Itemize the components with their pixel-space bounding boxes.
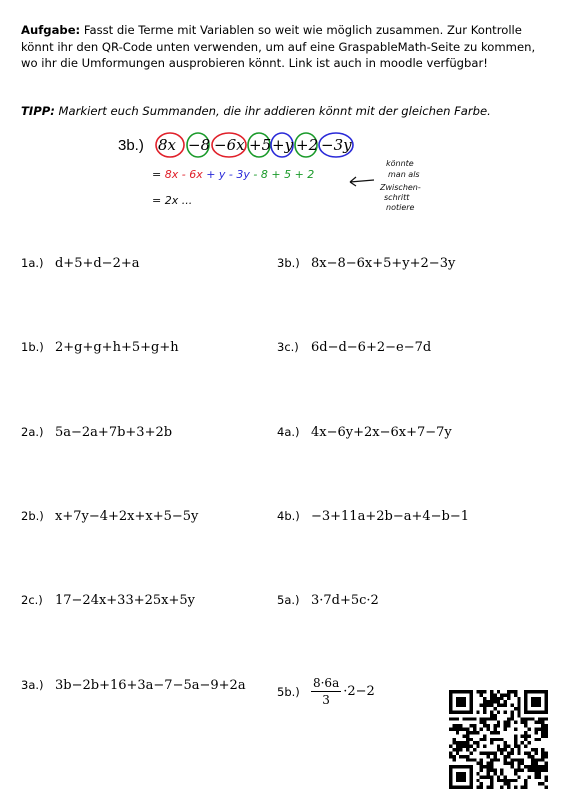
note-line-2: man als bbox=[388, 170, 420, 179]
task-1b bbox=[21, 339, 179, 355]
note-line-3: Zwischen- bbox=[380, 183, 421, 192]
term-plusy: +y bbox=[272, 136, 294, 154]
term-minus8: −8 bbox=[188, 136, 211, 154]
task-label: 5a.) bbox=[277, 593, 300, 607]
task-4a bbox=[277, 424, 452, 440]
task-expression: 3b−2b+16+3a−7−5a−9+2a bbox=[54, 678, 246, 693]
fraction-numerator: 8·6a bbox=[312, 676, 340, 690]
task-instructions bbox=[21, 22, 541, 72]
task-expression: 17−24x+33+25x+5y bbox=[54, 593, 196, 608]
task-expression: 8x−8−6x+5+y+2−3y bbox=[310, 256, 456, 271]
task-label: 3b.) bbox=[277, 256, 300, 270]
task-expression-rest: ·2−2 bbox=[343, 684, 375, 699]
term-8x: 8x bbox=[158, 136, 177, 154]
example-label: 3b.) bbox=[118, 137, 144, 154]
task-2a bbox=[21, 424, 172, 440]
term-minus3y: −3y bbox=[321, 136, 352, 154]
qr-code-icon[interactable] bbox=[449, 690, 548, 789]
fraction-denominator: 3 bbox=[322, 693, 330, 707]
task-expression: 3·7d+5c·2 bbox=[310, 593, 379, 608]
task-expression: x+7y−4+2x+x+5−5y bbox=[54, 509, 199, 524]
example-illustration bbox=[110, 128, 430, 220]
note-line-1: könnte bbox=[386, 159, 414, 168]
task-label: 4b.) bbox=[277, 509, 300, 523]
example-line2: = 2x ... bbox=[152, 194, 193, 207]
task-5a bbox=[277, 592, 379, 608]
task-label: 3c.) bbox=[277, 340, 299, 354]
task-expression: 4x−6y+2x−6x+7−7y bbox=[310, 425, 452, 440]
task-4b bbox=[277, 508, 469, 524]
tip-label: TIPP: bbox=[21, 104, 55, 118]
task-label: 3a.) bbox=[21, 678, 44, 692]
fraction bbox=[311, 676, 341, 707]
task-5b bbox=[277, 676, 375, 707]
task-2b bbox=[21, 508, 198, 524]
task-label: 1a.) bbox=[21, 256, 44, 270]
arrow-icon bbox=[350, 177, 374, 186]
term-plus5: +5 bbox=[249, 136, 272, 154]
task-3a bbox=[21, 677, 246, 693]
task-2c bbox=[21, 592, 195, 608]
term-minus6x: −6x bbox=[214, 136, 245, 154]
task-label: 2a.) bbox=[21, 425, 44, 439]
task-expression: 2+g+g+h+5+g+h bbox=[54, 340, 179, 355]
task-expression: 6d−d−6+2−e−7d bbox=[310, 340, 432, 355]
task-label: 4a.) bbox=[277, 425, 300, 439]
task-expression: −3+11a+2b−a+4−b−1 bbox=[310, 509, 470, 524]
example-line1: = 8x - 6x + y - 3y - 8 + 5 + 2 bbox=[152, 168, 315, 181]
task-1a bbox=[21, 255, 140, 271]
task-3b bbox=[277, 255, 455, 271]
task-label: Aufgabe: bbox=[21, 23, 81, 37]
tip bbox=[21, 104, 541, 118]
task-expression: 5a−2a+7b+3+2b bbox=[54, 425, 173, 440]
note-line-4: schritt bbox=[384, 193, 410, 202]
task-label: 1b.) bbox=[21, 340, 44, 354]
task-label: 2c.) bbox=[21, 593, 43, 607]
note-line-5: notiere bbox=[386, 203, 415, 212]
task-3c bbox=[277, 339, 431, 355]
term-plus2: +2 bbox=[296, 136, 319, 154]
task-label: 5b.) bbox=[277, 684, 300, 699]
task-expression: d+5+d−2+a bbox=[54, 256, 140, 271]
task-label: 2b.) bbox=[21, 509, 44, 523]
tip-text: Markiert euch Summanden, die ihr addieren könnt mit der gleichen Farbe. bbox=[54, 104, 491, 118]
task-text: Fasst die Terme mit Variablen so weit wie möglich zusammen. Zur Kontrolle könnt ihr den QR-Code unten verwenden, um auf eine GraspableMath-Seite zu kommen, wo ihr die Umformungen ausprobieren könnt. Link ist auch in moodle verfügbar! bbox=[21, 23, 536, 70]
